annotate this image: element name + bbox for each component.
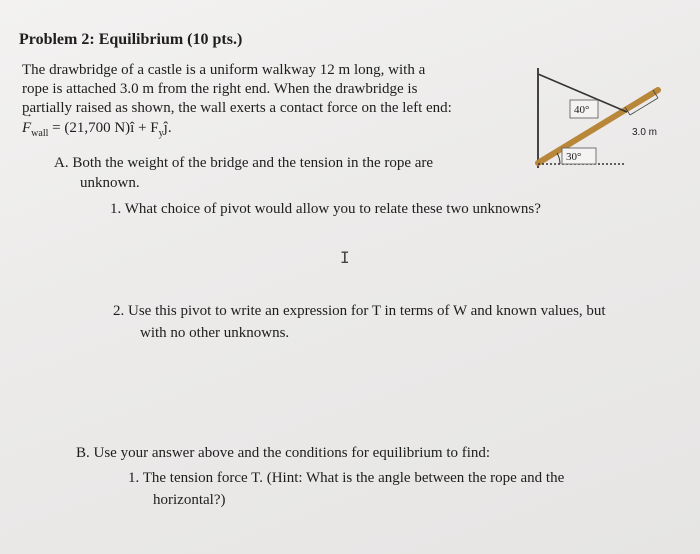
text-cursor-icon: I (340, 248, 350, 267)
intro-line-3: partially raised as shown, the wall exerts a contact force on the left end: (22, 100, 452, 116)
force-equation-body: = (21,700 N)î + F (48, 120, 159, 136)
part-a-label: A. Both the weight of the bridge and the tension in the rope are (54, 155, 434, 171)
problem-title: Problem 2: Equilibrium (10 pts.) (19, 31, 243, 48)
force-equation-end: ĵ. (163, 120, 172, 136)
part-a-question-1: 1. What choice of pivot would allow you to relate these two unknowns? (110, 201, 541, 217)
force-subscript: wall (31, 128, 49, 139)
part-a-question-2-cont: with no other unknowns. (140, 325, 290, 341)
bottom-angle-label: 30° (566, 151, 582, 163)
part-b-label: B. Use your answer above and the conditions for equilibrium to find: (76, 445, 491, 461)
part-a-label-cont: unknown. (80, 175, 140, 191)
part-b-question-1-cont: horizontal?) (153, 492, 226, 508)
intro-line-1: The drawbridge of a castle is a uniform walkway 12 m long, with a (22, 62, 426, 78)
drawbridge-diagram (520, 60, 695, 180)
top-angle-label: 40° (574, 104, 590, 116)
force-y-subscript: y (158, 128, 164, 139)
wall-force-equation (22, 120, 172, 139)
intro-line-2: rope is attached 3.0 m from the right end. When the drawbridge is (22, 81, 418, 97)
bottom-angle-arc (557, 153, 560, 164)
part-a-question-2: 2. Use this pivot to write an expression for T in terms of W and known values, but (113, 303, 606, 319)
part-b-question-1: 1. The tension force T. (Hint: What is the angle between the rope and the (128, 470, 565, 486)
force-vector-symbol: → F (22, 120, 31, 137)
length-label: 3.0 m (632, 127, 658, 138)
